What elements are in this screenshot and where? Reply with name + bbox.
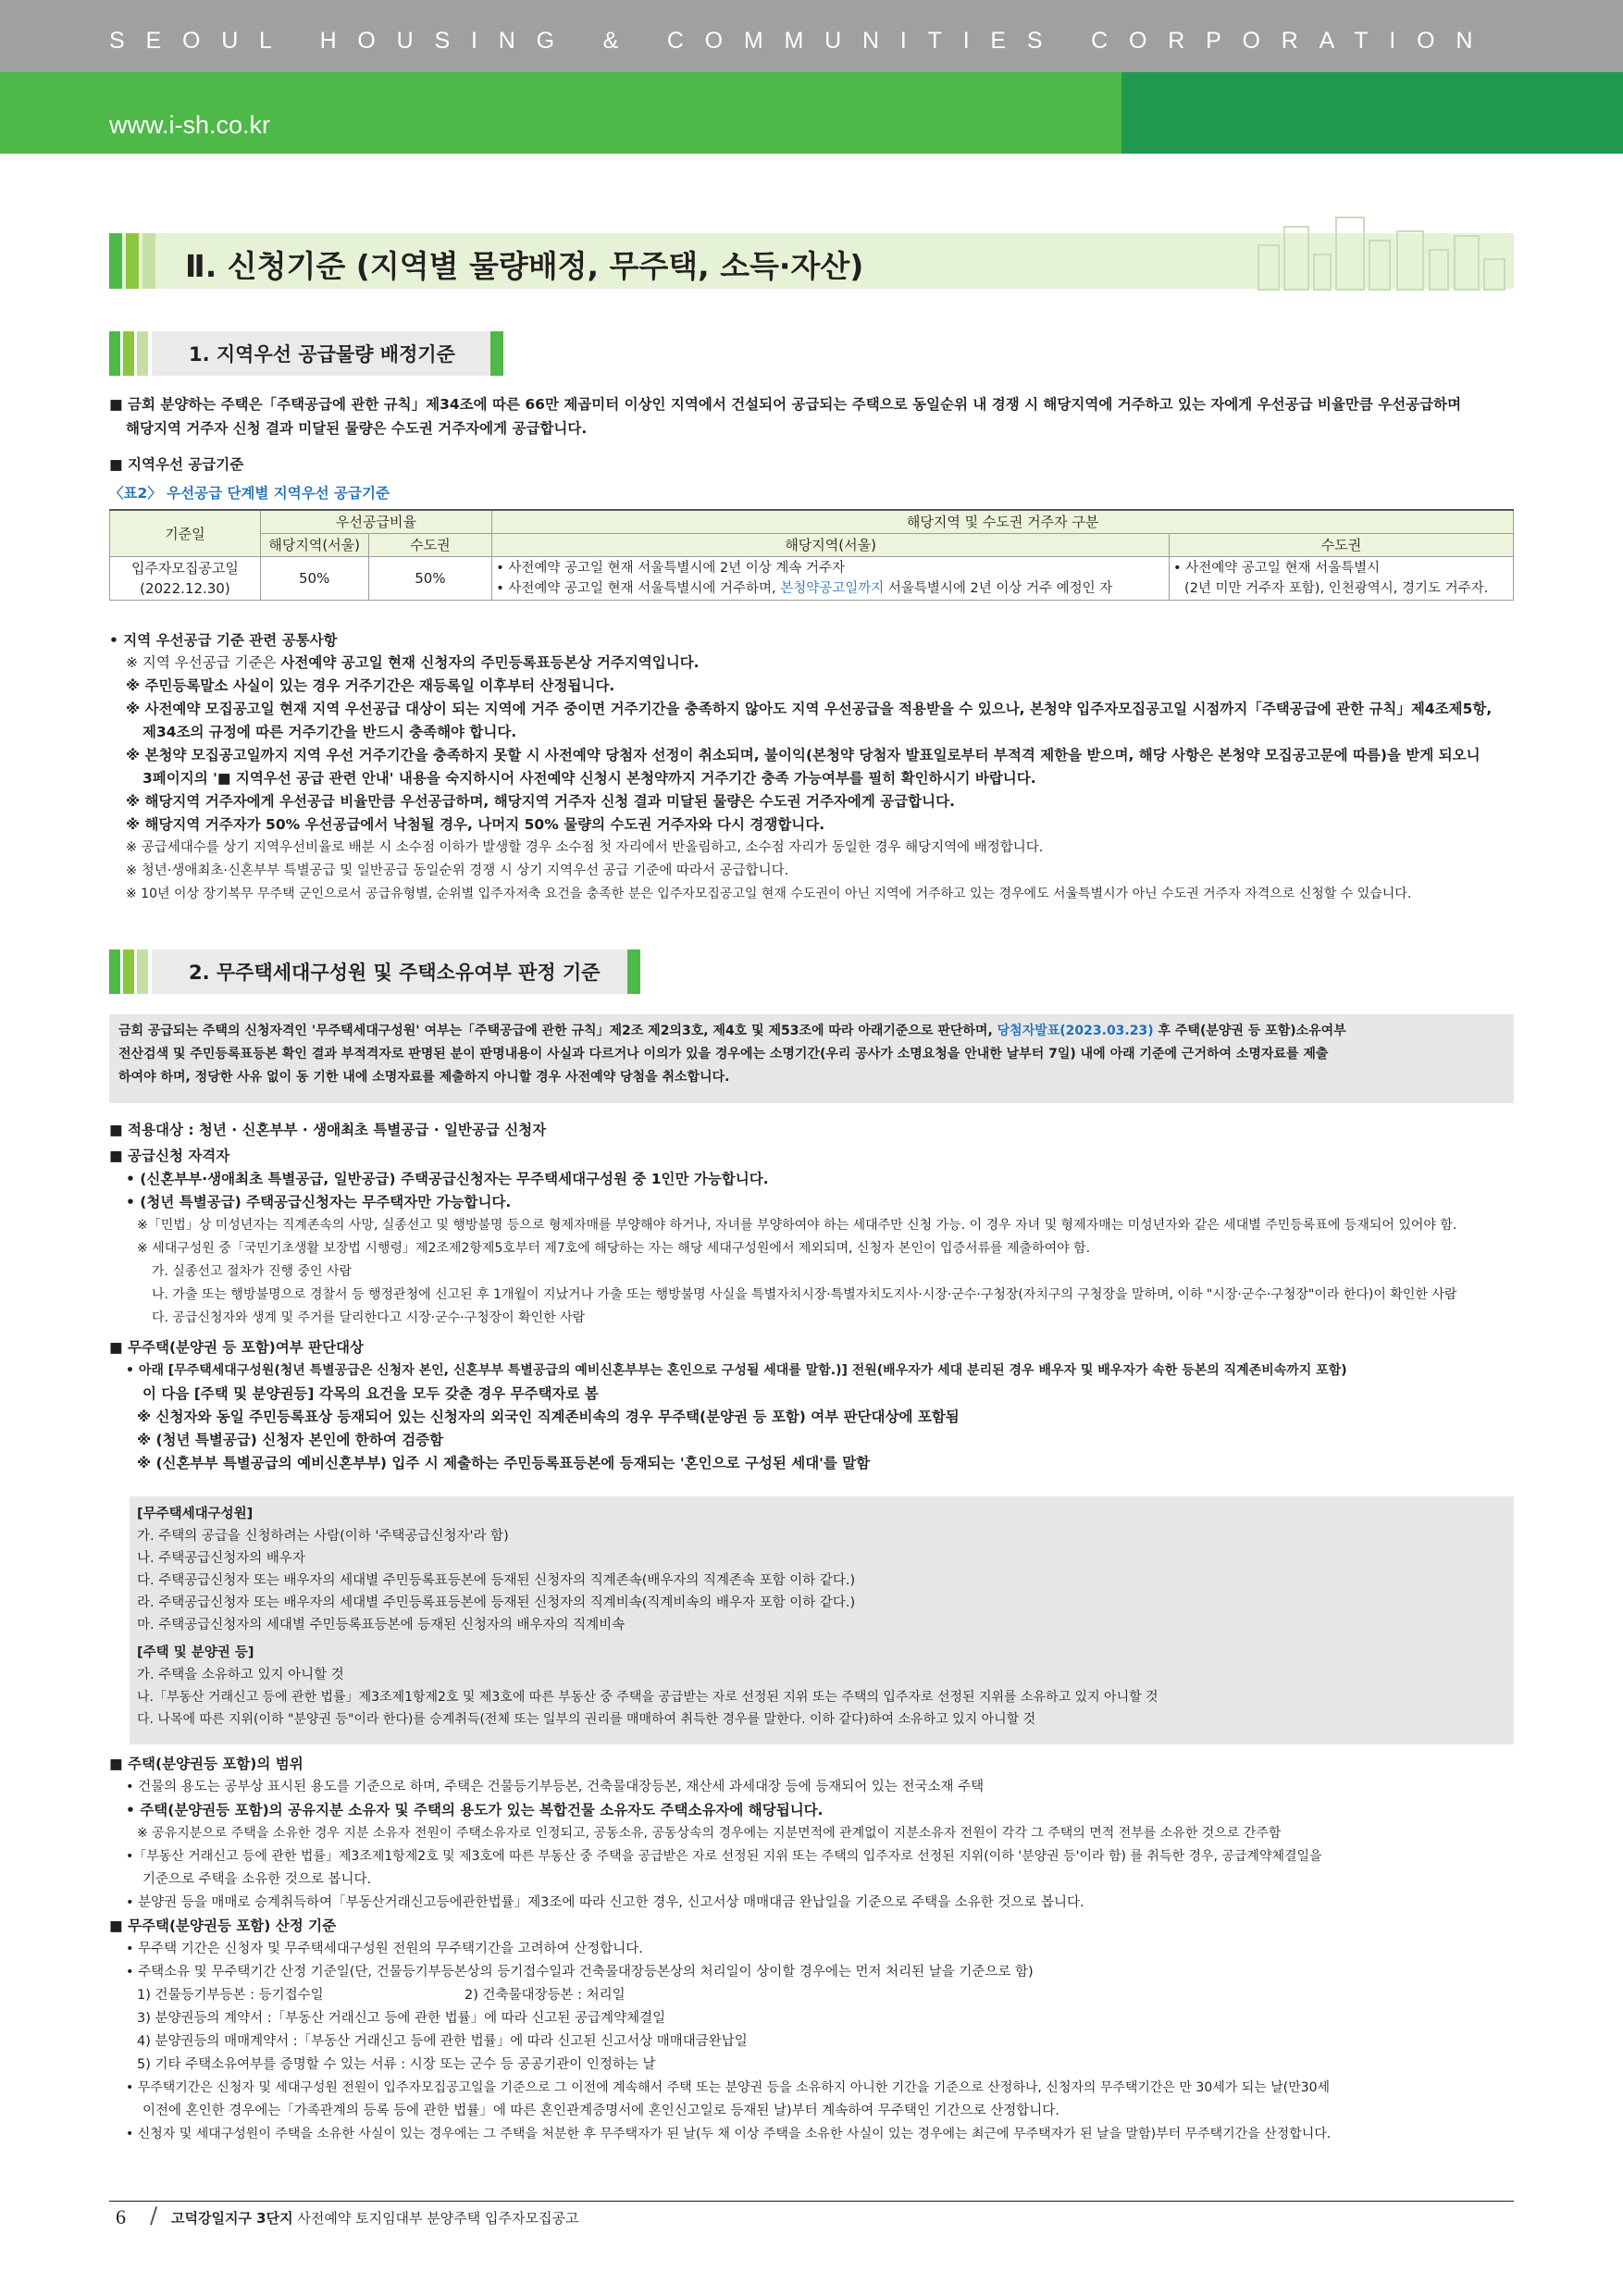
local-criteria-2-highlight: 본청약공고일까지 — [780, 581, 885, 596]
heading-end-mark — [490, 331, 503, 376]
cell-ratio-metro: 50% — [368, 557, 492, 601]
calc-9: • 신청자 및 세대구성원이 주택을 소유한 사실이 있는 경우에는 그 주택을 처분한 후 무주택자가 된 날(두 채 이상 주택을 소유한 사실이 있는 경우에는 최근에 무주택자가 된 날을 말함)부터 무주택기간을 산정합니다. — [126, 2127, 1332, 2141]
region-priority-table — [109, 509, 1514, 601]
def-household-ma: 마. 주택공급신청자의 세대별 주민등록표등본에 등재된 신청자의 배우자의 직계비속 — [137, 1618, 626, 1632]
judge-line2: 이 다음 [주택 및 분양권등] 각목의 요건을 모두 갖춘 경우 무주택자로 봄 — [142, 1385, 599, 1402]
section1-intro-line2: 해당지역 거주자 신청 결과 미달된 물량은 수도권 거주자에게 공급합니다. — [126, 420, 588, 437]
section1-heading — [109, 331, 503, 376]
notice-line1 — [118, 1020, 1346, 1042]
notice-line1-rest: 후 주택(분양권 등 포함)소유여부 — [1153, 1024, 1346, 1038]
heading-mark — [109, 949, 120, 994]
section2-heading — [109, 949, 640, 994]
def-household-na: 나. 주택공급신청자의 배우자 — [137, 1551, 305, 1566]
page-number: 6 — [116, 2205, 126, 2228]
footer-slash: / — [150, 2203, 158, 2228]
heading-mark — [109, 331, 120, 376]
th-resident-metro: 수도권 — [1170, 534, 1514, 557]
note-3-line1: ※ 사전예약 모집공고일 현재 지역 우선공급 대상이 되는 지역에 거주 중이면 거주기간을 충족하지 않아도 지역 우선공급을 적용받을 수 있으나, 본청약 입주자모집공고일 시점까지「주택공급에 관한 규칙」제4조제5항, — [126, 701, 1493, 717]
note-1 — [126, 652, 700, 674]
note-2: ※ 주민등록말소 사실이 있는 경우 거주기간은 재등록일 이후부터 산정됩니다. — [126, 677, 615, 694]
heading-end-mark — [627, 949, 640, 994]
calc-8: 이전에 혼인한 경우에는「가족관계의 등록 등에 관한 법률」에 따른 혼인관계증명서에 혼인신고일로 등재된 날)부터 계속하여 무주택인 기간으로 산정합니다. — [142, 2104, 1059, 2118]
notice-line1-text: 금회 공급되는 주택의 신청자격인 '무주택세대구성원' 여부는「주택공급에 관한 규칙」제2조 제2의3호, 제4호 및 제53조에 따라 아래기준으로 판단하며, — [118, 1024, 997, 1038]
def-house-na: 나.「부동산 거래신고 등에 관한 법률」제3조제1항제2호 및 제3호에 따른 부동산 중 주택을 공급받는 자로 선정된 지위 또는 주택의 입주자로 선정된 지위를 소유하고 있지 아니할 것 — [137, 1690, 1158, 1705]
th-ratio-local: 해당지역(서울) — [260, 534, 368, 557]
calc-3b: 2) 건축물대장등본 : 처리일 — [465, 1988, 626, 2003]
base-date-value: (2022.12.30) — [140, 580, 230, 597]
local-criteria-2 — [496, 578, 1165, 599]
th-resident-local: 해당지역(서울) — [492, 534, 1170, 557]
table-caption: 〈표2〉 우선공급 단계별 지역우선 공급기준 — [109, 485, 390, 502]
local-criteria-2-text: • 사전예약 공고일 현재 서울특별시에 거주하며, — [496, 581, 781, 596]
scope-5: 기준으로 주택을 소유한 것으로 봅니다. — [142, 1872, 372, 1887]
def-house-da: 다. 나목에 따른 지위(이하 "분양권 등"이라 한다)를 승계취득(전체 또는 일부의 권리를 매매하여 취득한 경우를 말한다. 이하 같다)하여 소유하고 있지 아니할 것 — [137, 1712, 1036, 1727]
base-date-label: 입주자모집공고일 — [130, 560, 239, 577]
section1-intro-line1: ■ 금회 분양하는 주택은「주택공급에 관한 규칙」제34조에 따른 66만 제곱미터 이상인 지역에서 건설되어 공급되는 주택으로 동일순위 내 경쟁 시 해당지역에 거주하고 있는 자에게 우선공급 비율만큼 우선공급하며 — [109, 396, 1462, 413]
note-1-bold: 사전예약 공고일 현재 신청자의 주민등록표등본상 거주지역입니다. — [280, 654, 700, 671]
scope-2: • 주택(분양권등 포함)의 공유지분 소유자 및 주택의 용도가 있는 복합건물 소유자도 주택소유자에 해당됩니다. — [126, 1802, 824, 1818]
header-dark-band — [1121, 72, 1623, 154]
table-header-row — [110, 510, 1514, 534]
notes-heading: • 지역 우선공급 기준 관련 공통사항 — [109, 632, 338, 649]
cell-local-criteria — [492, 557, 1170, 601]
note-6: ※ 해당지역 거주자가 50% 우선공급에서 낙첨될 경우, 나머지 50% 물량의 수도권 거주자와 다시 경쟁합니다. — [126, 816, 825, 833]
title-mark-3 — [142, 233, 155, 289]
note-1-text: ※ 지역 우선공급 기준은 — [126, 654, 281, 671]
winner-announcement-date: 당첨자발표(2023.03.23) — [997, 1024, 1154, 1038]
cell-metro-criteria — [1170, 557, 1514, 601]
metro-criteria-1: • 사전예약 공고일 현재 서울특별시 — [1173, 561, 1381, 576]
note-8: ※ 청년·생애최초·신혼부부 특별공급 및 일반공급 동일순위 경쟁 시 상기 지역우선 공급 기준에 따라서 공급합니다. — [126, 863, 789, 878]
judge-note-2: ※ (청년 특별공급) 신청자 본인에 한하여 검증함 — [137, 1432, 444, 1448]
heading-mark — [123, 949, 134, 994]
calc-5: 4) 분양권등의 매매계약서 :「부동산 거래신고 등에 관한 법률」에 따라 신고된 신고서상 매매대금완납일 — [137, 2034, 748, 2049]
note-7: ※ 공급세대수를 상기 지역우선비율로 배분 시 소수점 이하가 발생할 경우 소수점 첫 자리에서 반올림하고, 소수점 자리가 동일한 경우 해당지역에 배정합니다. — [126, 840, 1044, 855]
footer-title-bold: 고덕강일지구 3단지 — [171, 2210, 293, 2227]
th-base-date: 기준일 — [110, 510, 261, 557]
section1-title: 1. 지역우선 공급물량 배정기준 — [189, 343, 455, 366]
calc-4: 3) 분양권등의 계약서 :「부동산 거래신고 등에 관한 법률」에 따라 신고된 공급계약체결일 — [137, 2011, 666, 2026]
corporation-name: SEOUL HOUSING & COMMUNITIES CORPORATION — [109, 28, 1494, 54]
judge-heading: ■ 무주택(분양권 등 포함)여부 판단대상 — [109, 1339, 364, 1356]
scope-4: •「부동산 거래신고 등에 관한 법률」제3조제1항제2호 및 제3호에 따른 부동산 중 주택을 공급받은 자로 선정된 지위 또는 주택의 입주자로 선정된 지위(이하 '분양권 등'이라 함) 를 취득한 경우, 공급계약체결일을 — [126, 1849, 1322, 1864]
notice-line2: 전산검색 및 주민등록표등본 확인 결과 부적격자로 판명된 분이 판명내용이 사실과 다르거나 이의가 있을 경우에는 소명기간(우리 공사가 소명요청을 안내한 날부터 7일) 내에 아래 기준에 근거하여 소명자료를 제출 — [118, 1047, 1329, 1061]
table-row — [110, 557, 1514, 601]
table-subheader-row — [110, 534, 1514, 557]
scope-heading: ■ 주택(분양권등 포함)의 범위 — [109, 1756, 304, 1772]
note-5: ※ 해당지역 거주자에게 우선공급 비율만큼 우선공급하며, 해당지역 거주자 신청 결과 미달된 물량은 수도권 거주자에게 공급합니다. — [126, 793, 955, 810]
cell-base-date — [110, 557, 261, 601]
judge-line1: • 아래 [무주택세대구성원(청년 특별공급은 신청자 본인, 신혼부부 특별공급의 예비신혼부부는 혼인으로 구성될 세대를 말함.)] 전원(배우자가 세대 분리된 경우 배우자 및 배우자가 속한 등본의 직계존비속까지 포함) — [126, 1363, 1347, 1378]
title-mark-1 — [109, 233, 122, 289]
local-criteria-2-rest: 서울특별시에 2년 이상 거주 예정인 자 — [884, 581, 1113, 596]
scope-6: • 분양권 등을 매매로 승계취득하여「부동산거래신고등에관한법률」제3조에 따라 신고한 경우, 신고서상 매매대금 완납일을 기준으로 주택을 소유한 것으로 봅니다. — [126, 1895, 1084, 1910]
page-title: Ⅱ. 신청기준 (지역별 물량배정, 무주택, 소득·자산) — [185, 248, 864, 284]
eligibility-2: • (청년 특별공급) 주택공급신청자는 무주택자만 가능합니다. — [126, 1194, 512, 1210]
calc-2: • 주택소유 및 무주택기간 산정 기준일(단, 건물등기부등본상의 등기접수일과 건축물대장등본상의 처리일이 상이할 경우에는 먼저 처리된 날을 기준으로 함) — [126, 1965, 1034, 1980]
def-household-ra: 라. 주택공급신청자 또는 배우자의 세대별 주민등록표등본에 등재된 신청자의 직계비속(직계비속의 배우자 포함 이하 같다.) — [137, 1595, 856, 1610]
scope-1: • 건물의 용도는 공부상 표시된 용도를 기준으로 하며, 주택은 건물등기부등본, 건축물대장등본, 재산세 과세대장 등에 등재되어 있는 전국소재 주택 — [126, 1780, 985, 1794]
footer-divider — [109, 2201, 1514, 2202]
note-4-line1: ※ 본청약 모집공고일까지 지역 우선 거주기간을 충족하지 못할 시 사전예약 당첨자 선정이 취소되며, 불이익(본청약 당첨자 발표일로부터 부적격 제한을 받으며, 해당 사항은 본청약 모집공고문에 따름)을 받게 되오니 — [126, 747, 1481, 763]
site-url[interactable]: www.i-sh.co.kr — [109, 111, 271, 139]
notice-line3: 하여야 하며, 정당한 사유 없이 동 기한 내에 소명자료를 제출하지 아니할 경우 사전예약 당첨을 취소합니다. — [118, 1070, 730, 1085]
target-applicants: ■ 적용대상 : 청년 · 신혼부부 · 생애최초 특별공급 · 일반공급 신청자 — [109, 1122, 547, 1138]
city-skyline-icon — [1249, 208, 1518, 292]
eligibility-1: • (신혼부부·생애최초 특별공급, 일반공급) 주택공급신청자는 무주택세대구성원 중 1인만 가능합니다. — [126, 1171, 769, 1187]
calc-heading: ■ 무주택(분양권등 포함) 산정 기준 — [109, 1917, 337, 1934]
judge-note-3: ※ (신혼부부 특별공급의 예비신혼부부) 입주 시 제출하는 주민등록표등본에 등재되는 '혼인으로 구성된 세대'를 말함 — [137, 1455, 871, 1471]
def-household-ga: 가. 주택의 공급을 신청하려는 사람(이하 '주택공급신청자'라 함) — [137, 1529, 509, 1544]
metro-criteria-2: (2년 미만 거주자 포함), 인천광역시, 경기도 거주자. — [1184, 581, 1489, 596]
eligibility-item-na: 나. 가출 또는 행방불명으로 경찰서 등 행정관청에 신고된 후 1개월이 지났거나 가출 또는 행방불명 사실을 특별자치시장·특별자치도지사·시장·군수·구청장(자치구의 구청장을 말하며, 이하 "시장·군수·구청장"이라 한다)이 확인한 사람 — [152, 1287, 1457, 1302]
th-priority-ratio: 우선공급비율 — [260, 510, 491, 534]
eligibility-item-ga: 가. 실종선고 절차가 진행 중인 사람 — [152, 1264, 353, 1279]
eligibility-item-da: 다. 공급신청자와 생계 및 주거를 달리한다고 시장·군수·구청장이 확인한 사람 — [152, 1310, 586, 1325]
note-9: ※ 10년 이상 장기복무 무주택 군인으로서 공급유형별, 순위별 입주자저축 요건을 충족한 분은 입주자모집공고일 현재 수도권이 아닌 지역에 거주하고 있는 경우에도 서울특별시가 아닌 수도권 거주자 자격으로 신청할 수 있습니다. — [126, 887, 1412, 901]
eligibility-heading: ■ 공급신청 자격자 — [109, 1148, 230, 1164]
judge-note-1: ※ 신청자와 동일 주민등록표상 등재되어 있는 신청자의 외국인 직계존비속의 경우 무주택(분양권 등 포함) 여부 판단대상에 포함됨 — [137, 1409, 960, 1425]
note-4-line2: 3페이지의 '■ 지역우선 공급 관련 안내' 내용을 숙지하시어 사전예약 신청시 본청약까지 거주기간 충족 가능여부를 필히 확인하시기 바랍니다. — [142, 770, 1036, 787]
calc-1: • 무주택 기간은 신청자 및 무주택세대구성원 전원의 무주택기간을 고려하여 산정합니다. — [126, 1942, 643, 1956]
eligibility-note-2: ※ 세대구성원 중「국민기초생활 보장법 시행령」제2조제2항제5호부터 제7호에 해당하는 자는 해당 세대구성원에서 제외되며, 신청자 본인이 입증서류를 제출하여야 함. — [137, 1241, 1091, 1256]
scope-3: ※ 공유지분으로 주택을 소유한 경우 지분 소유자 전원이 주택소유자로 인정되고, 공동소유, 공동상속의 경우에는 지분면적에 관계없이 지분소유자 전원이 각각 그 주택의 면적 전부를 소유한 것으로 간주함 — [137, 1826, 1282, 1841]
title-mark-2 — [126, 233, 139, 289]
footer-title-rest: 사전예약 토지임대부 분양주택 입주자모집공고 — [292, 2210, 579, 2227]
heading-mark — [123, 331, 134, 376]
local-criteria-1: • 사전예약 공고일 현재 서울특별시에 2년 이상 계속 거주자 — [496, 561, 846, 576]
calc-7: • 무주택기간은 신청자 및 세대구성원 전원이 입주자모집공고일을 기준으로 그 이전에 계속해서 주택 또는 분양권 등을 소유하지 아니한 기간을 기준으로 산정하나, 신청자의 무주택기간은 만 30세가 되는 날(만30세 — [126, 2080, 1331, 2095]
calc-3: 1) 건물등기부등본 : 등기접수일 — [137, 1988, 324, 2003]
def-heading-household: [무주택세대구성원] — [137, 1507, 254, 1521]
cell-ratio-local: 50% — [260, 557, 368, 601]
heading-mark — [137, 331, 148, 376]
sub-label-region-standard: ■ 지역우선 공급기준 — [109, 456, 244, 473]
eligibility-note-1: ※「민법」상 미성년자는 직계존속의 사망, 실종선고 및 행방불명 등으로 형제자매를 부양해야 하거나, 자녀를 부양하여야 하는 세대주만 신청 가능. 이 경우 자녀 및 형제자매는 미성년자와 같은 세대별 주민등록표에 등재되어 있어야 함. — [137, 1218, 1457, 1233]
def-household-da: 다. 주택공급신청자 또는 배우자의 세대별 주민등록표등본에 등재된 신청자의 직계존속(배우자의 직계존속 포함 이하 같다.) — [137, 1573, 856, 1588]
heading-mark — [137, 949, 148, 994]
section2-title: 2. 무주택세대구성원 및 주택소유여부 판정 기준 — [189, 962, 601, 984]
footer-title — [171, 2208, 578, 2228]
th-ratio-metro: 수도권 — [368, 534, 492, 557]
calc-6: 5) 기타 주택소유여부를 증명할 수 있는 서류 : 시장 또는 군수 등 공공기관이 인정하는 날 — [137, 2057, 656, 2072]
note-3-line2: 제34조의 규정에 따른 거주기간을 반드시 충족해야 합니다. — [142, 724, 517, 740]
th-resident-type: 해당지역 및 수도권 거주자 구분 — [492, 510, 1514, 534]
def-house-ga: 가. 주택을 소유하고 있지 아니할 것 — [137, 1668, 344, 1682]
def-heading-house: [주택 및 분양권 등] — [137, 1645, 254, 1660]
